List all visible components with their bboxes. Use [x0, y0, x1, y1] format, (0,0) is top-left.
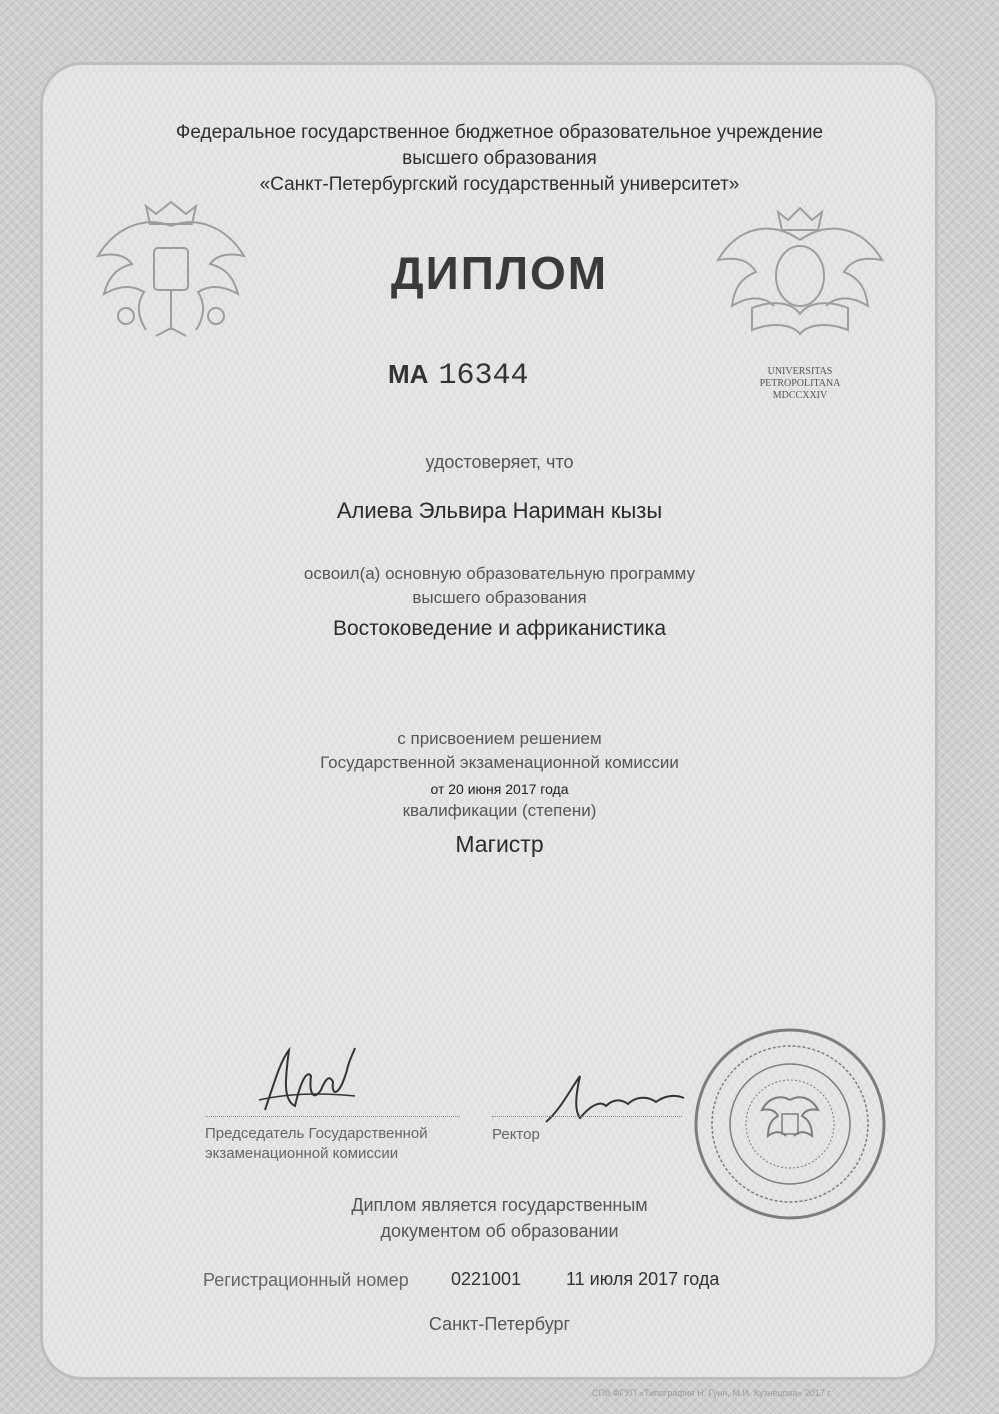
program-intro-line-2: высшего образования — [412, 588, 587, 607]
motto-line-1: UNIVERSITAS — [767, 366, 833, 377]
document-title: ДИПЛОМ — [390, 247, 609, 299]
serial-number: 16344 — [438, 359, 529, 393]
chair-label-line-1: Председатель Государственной — [205, 1125, 428, 1142]
rector-signature — [540, 1070, 690, 1130]
program-intro-line-1: освоил(а) основную образовательную программу — [303, 564, 696, 583]
rector-label: Ректор — [492, 1126, 540, 1143]
chair-signature — [255, 1040, 365, 1120]
chair-signature-line — [205, 1116, 460, 1117]
diploma-serial — [388, 358, 528, 393]
graduate-name: Алиева Эльвира Нариман кызы — [336, 498, 663, 523]
rector-signature-line — [492, 1116, 682, 1117]
chair-label-line-2: экзаменационной комиссии — [205, 1145, 399, 1162]
registration-label: Регистрационный номер — [203, 1270, 409, 1290]
chair-label — [205, 1124, 428, 1164]
qualification-degree: Магистр — [455, 831, 544, 857]
qualification-label: квалификации (степени) — [402, 801, 597, 820]
state-document-note — [0, 1192, 999, 1244]
award-line-1: с присвоением решением — [397, 729, 602, 748]
serial-prefix: МА — [388, 359, 429, 389]
award-line-2: Государственной экзаменационной комиссии — [320, 753, 679, 772]
issuer-line-1: Федеральное государственное бюджетное образовательное учреждение — [175, 122, 824, 143]
program-name: Востоковедение и африканистика — [332, 617, 667, 640]
registration-date: 11 июля 2017 года — [566, 1269, 720, 1289]
motto-line-3: MDCCXXIV — [772, 390, 828, 401]
issuer-header — [0, 120, 999, 198]
state-document-line-1: Диплом является государственным — [351, 1195, 648, 1215]
issuer-line-2: высшего образования — [402, 148, 597, 169]
program-intro — [0, 562, 999, 610]
motto-line-2: PETROPOLITANA — [759, 378, 841, 389]
printer-imprint: СПб ФГУП «Типография Н. Гунн, М.И. Кузнецова» 2017 г. — [592, 1388, 833, 1398]
registration-number: 0221001 — [451, 1269, 522, 1289]
issuer-line-3: «Санкт-Петербургский государственный университет» — [259, 174, 740, 195]
state-document-line-2: документом об образовании — [380, 1221, 619, 1241]
commission-date: от 20 июня 2017 года — [430, 781, 569, 797]
university-motto — [740, 366, 860, 402]
issue-city: Санкт-Петербург — [428, 1314, 571, 1334]
certifies-text: удостоверяет, что — [425, 452, 574, 472]
award-text — [0, 727, 999, 775]
